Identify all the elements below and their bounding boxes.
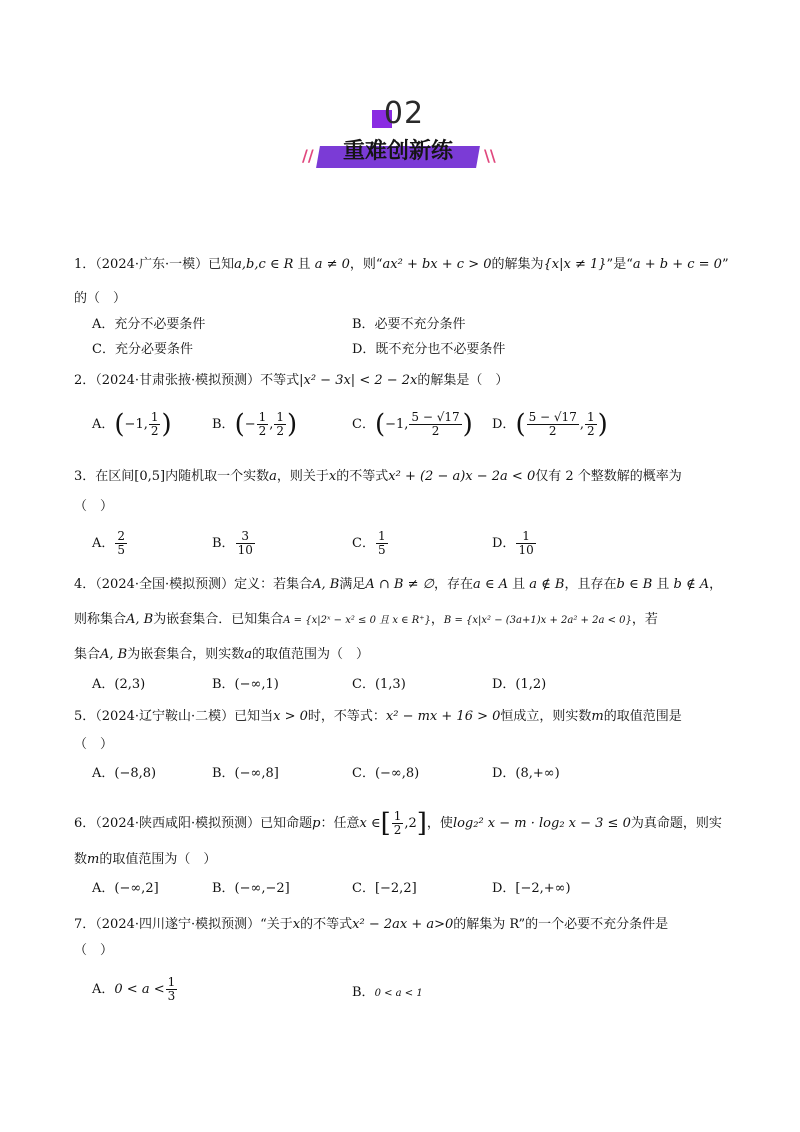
question-5-option-d: D．(8,+∞) <box>492 766 560 781</box>
question-3-line-1: 3．在区间[0,5]内随机取一个实数a，则关于x的不等式x² + (2 − a)x − 2a < 0仅有 2 个整数解的概率为 <box>74 469 682 484</box>
section-header <box>0 96 800 186</box>
question-4-line-1: 4．（2024·全国·模拟预测）定义：若集合A, B满足A ∩ B ≠ ∅，存在a ∈ A 且 a ∉ B，且存在b ∈ B 且 b ∉ A， <box>74 577 723 592</box>
question-1-line-2: 的（ ） <box>74 291 127 306</box>
question-6-option-c: C．[−2,2] <box>352 881 417 896</box>
question-4-option-a: A．(2,3) <box>92 677 146 692</box>
header-left-slash: // <box>302 146 314 165</box>
question-6-line-2: 数m的取值范围为（ ） <box>74 852 217 867</box>
question-1-line-1: 1．（2024·广东·一模）已知a,b,c ∈ R 且 a ≠ 0，则“ax² + bx + c > 0的解集为{x|x ≠ 1}”是“a + b + c = 0” <box>74 257 729 272</box>
question-5-line-1: 5．（2024·辽宁鞍山·二模）已知当x > 0时，不等式：x² − mx + 16 > 0恒成立，则实数m的取值范围是 <box>74 709 682 724</box>
question-3-option-a: A． $\frac{2}{5}$ <box>92 529 126 557</box>
question-2-option-a: A．(−1, $\frac{1}{2}$ ) <box>92 409 172 440</box>
question-6-option-b: B．(−∞,−2] <box>212 881 290 896</box>
question-5-line-2: （ ） <box>74 737 114 752</box>
question-7-line-1: 7．（2024·四川遂宁·模拟预测）“关于x的不等式x² − 2ax + a>0的解集为 R”的一个必要不充分条件是 <box>74 917 669 932</box>
question-3-option-d: D． $\frac{1}{10}$ <box>492 529 534 557</box>
question-4-option-b: B．(−∞,1) <box>212 677 279 692</box>
question-7-line-2: （ ） <box>74 943 114 958</box>
question-4-line-3: 集合A, B为嵌套集合，则实数a的取值范围为（ ） <box>74 647 370 662</box>
section-title: 重难创新练 <box>342 139 453 164</box>
question-1-option-a: A．充分不必要条件 <box>92 317 206 332</box>
section-number: 02 <box>383 96 425 131</box>
question-4-line-2: 则称集合A, B为嵌套集合．已知集合A = {x|2ˣ − x² ≤ 0 且 x ∈ R⁺}，B = {x|x² − (3a+1)x + 2a² + 2a < 0}，若 <box>74 612 658 627</box>
question-2-stem: 2．（2024·甘肃张掖·模拟预测）不等式|x² − 3x| < 2 − 2x的解集是（ ） <box>74 373 509 388</box>
question-6-option-a: A．(−∞,2] <box>92 881 159 896</box>
question-2-option-d: D．( $\frac{5 - √17}{2}$ , $\frac{1}{2}$ ) <box>492 409 608 440</box>
question-4-option-c: C．(1,3) <box>352 677 406 692</box>
question-2-option-b: B．(− $\frac{1}{2}$ , $\frac{1}{2}$ ) <box>212 409 298 440</box>
question-3-option-b: B． $\frac{3}{10}$ <box>212 529 253 557</box>
question-6-option-d: D．[−2,+∞) <box>492 881 571 896</box>
question-7-option-a: A．0 < a < $\frac{1}{3}$ <box>92 975 176 1003</box>
question-4-option-d: D．(1,2) <box>492 677 547 692</box>
question-5-option-b: B．(−∞,8] <box>212 766 279 781</box>
question-1-option-c: C．充分必要条件 <box>92 342 193 357</box>
question-1-option-b: B．必要不充分条件 <box>352 317 466 332</box>
question-3-option-c: C． $\frac{1}{5}$ <box>352 529 386 557</box>
header-right-slash: \\ <box>484 146 496 165</box>
question-7-option-b: B．0 < a < 1 <box>352 985 423 1000</box>
question-3-line-2: （ ） <box>74 499 114 514</box>
question-5-option-c: C．(−∞,8) <box>352 766 420 781</box>
question-1-option-d: D．既不充分也不必要条件 <box>352 342 506 357</box>
question-5-option-a: A．(−8,8) <box>92 766 157 781</box>
question-6-line-1: 6．（2024·陕西咸阳·模拟预测）已知命题p：任意x ∈[ $\frac{1}{2}$ ,2]，使log₂² x − m · log₂ x − 3 ≤ 0为真命题，则实 <box>74 808 722 839</box>
question-2-option-c: C．(−1, $\frac{5 - √17}{2}$ ) <box>352 409 473 440</box>
